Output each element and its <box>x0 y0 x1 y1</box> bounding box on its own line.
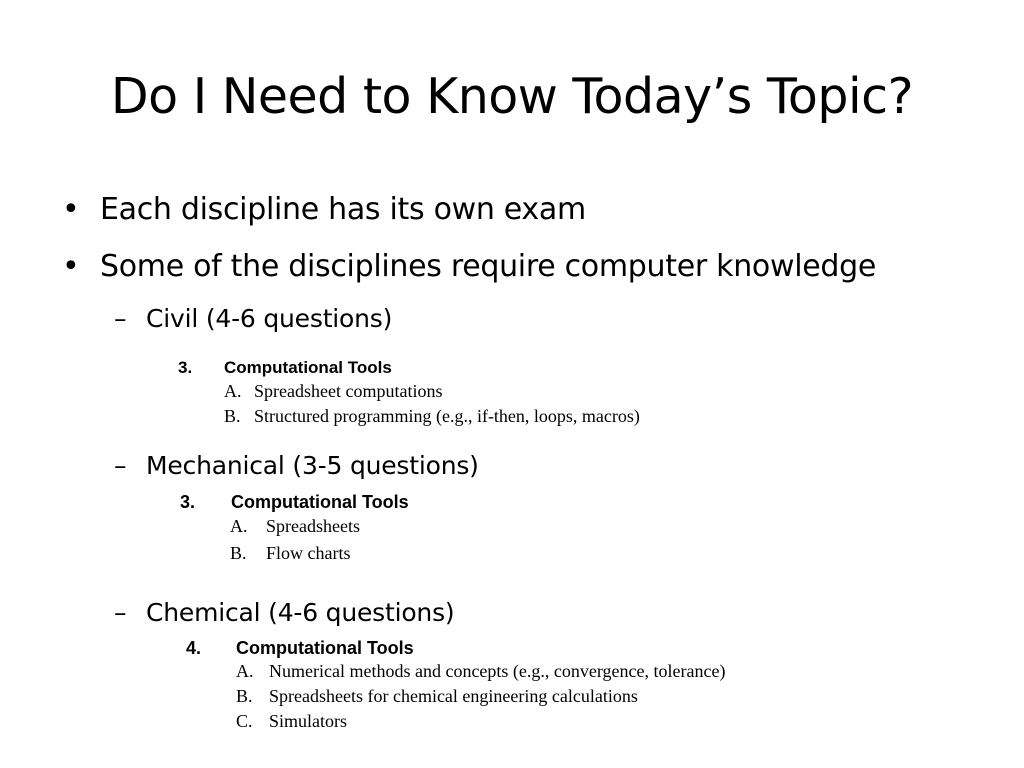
excerpt-item <box>180 540 409 567</box>
section-number: 4. <box>186 638 202 658</box>
dash-icon: – <box>114 451 127 480</box>
item-text: Simulators <box>269 711 348 731</box>
item-letter: B. <box>236 686 253 706</box>
bullet-text: Each discipline has its own exam <box>100 192 586 227</box>
bullet-icon: • <box>62 192 80 227</box>
slide-title: Do I Need to Know Today’s Topic? <box>110 68 914 125</box>
sub-bullet-mechanical <box>114 449 479 483</box>
item-text: Numerical methods and concepts (e.g., convergence, tolerance) <box>269 661 726 681</box>
dash-icon: – <box>114 598 127 627</box>
excerpt-item <box>186 709 725 734</box>
excerpt-civil <box>178 357 640 429</box>
excerpt-mechanical <box>180 491 409 567</box>
excerpt-item <box>186 659 725 684</box>
item-text: Structured programming (e.g., if-then, loops, macros) <box>254 406 640 426</box>
section-title: Computational Tools <box>236 638 414 658</box>
item-letter: B. <box>230 543 247 563</box>
sub-bullet-civil <box>114 302 392 336</box>
item-letter: A. <box>236 661 254 681</box>
item-letter: A. <box>230 516 248 536</box>
excerpt-heading <box>180 491 409 513</box>
item-text: Spreadsheets for chemical engineering calculations <box>269 686 638 706</box>
excerpt-item <box>186 684 725 709</box>
excerpt-item <box>180 513 409 540</box>
item-letter: B. <box>224 406 241 426</box>
discipline-label: Civil (4-6 questions) <box>146 304 393 333</box>
discipline-label: Mechanical (3-5 questions) <box>146 451 479 480</box>
bullet-item <box>62 190 586 230</box>
excerpt-heading <box>186 637 725 659</box>
excerpt-item <box>178 379 640 404</box>
item-text: Spreadsheets <box>266 516 360 536</box>
section-title: Computational Tools <box>224 358 392 377</box>
excerpt-heading <box>178 357 640 379</box>
section-title: Computational Tools <box>231 492 409 512</box>
item-text: Flow charts <box>266 543 351 563</box>
sub-bullet-chemical <box>114 596 454 630</box>
section-number: 3. <box>178 358 193 377</box>
bullet-icon: • <box>62 249 80 284</box>
dash-icon: – <box>114 304 127 333</box>
excerpt-chemical <box>186 637 725 734</box>
item-letter: A. <box>224 381 242 401</box>
bullet-item <box>62 247 876 287</box>
discipline-label: Chemical (4-6 questions) <box>146 598 455 627</box>
section-number: 3. <box>180 492 196 512</box>
item-letter: C. <box>236 711 253 731</box>
excerpt-item <box>178 404 640 429</box>
bullet-text: Some of the disciplines require computer knowledge <box>100 249 877 284</box>
item-text: Spreadsheet computations <box>254 381 443 401</box>
